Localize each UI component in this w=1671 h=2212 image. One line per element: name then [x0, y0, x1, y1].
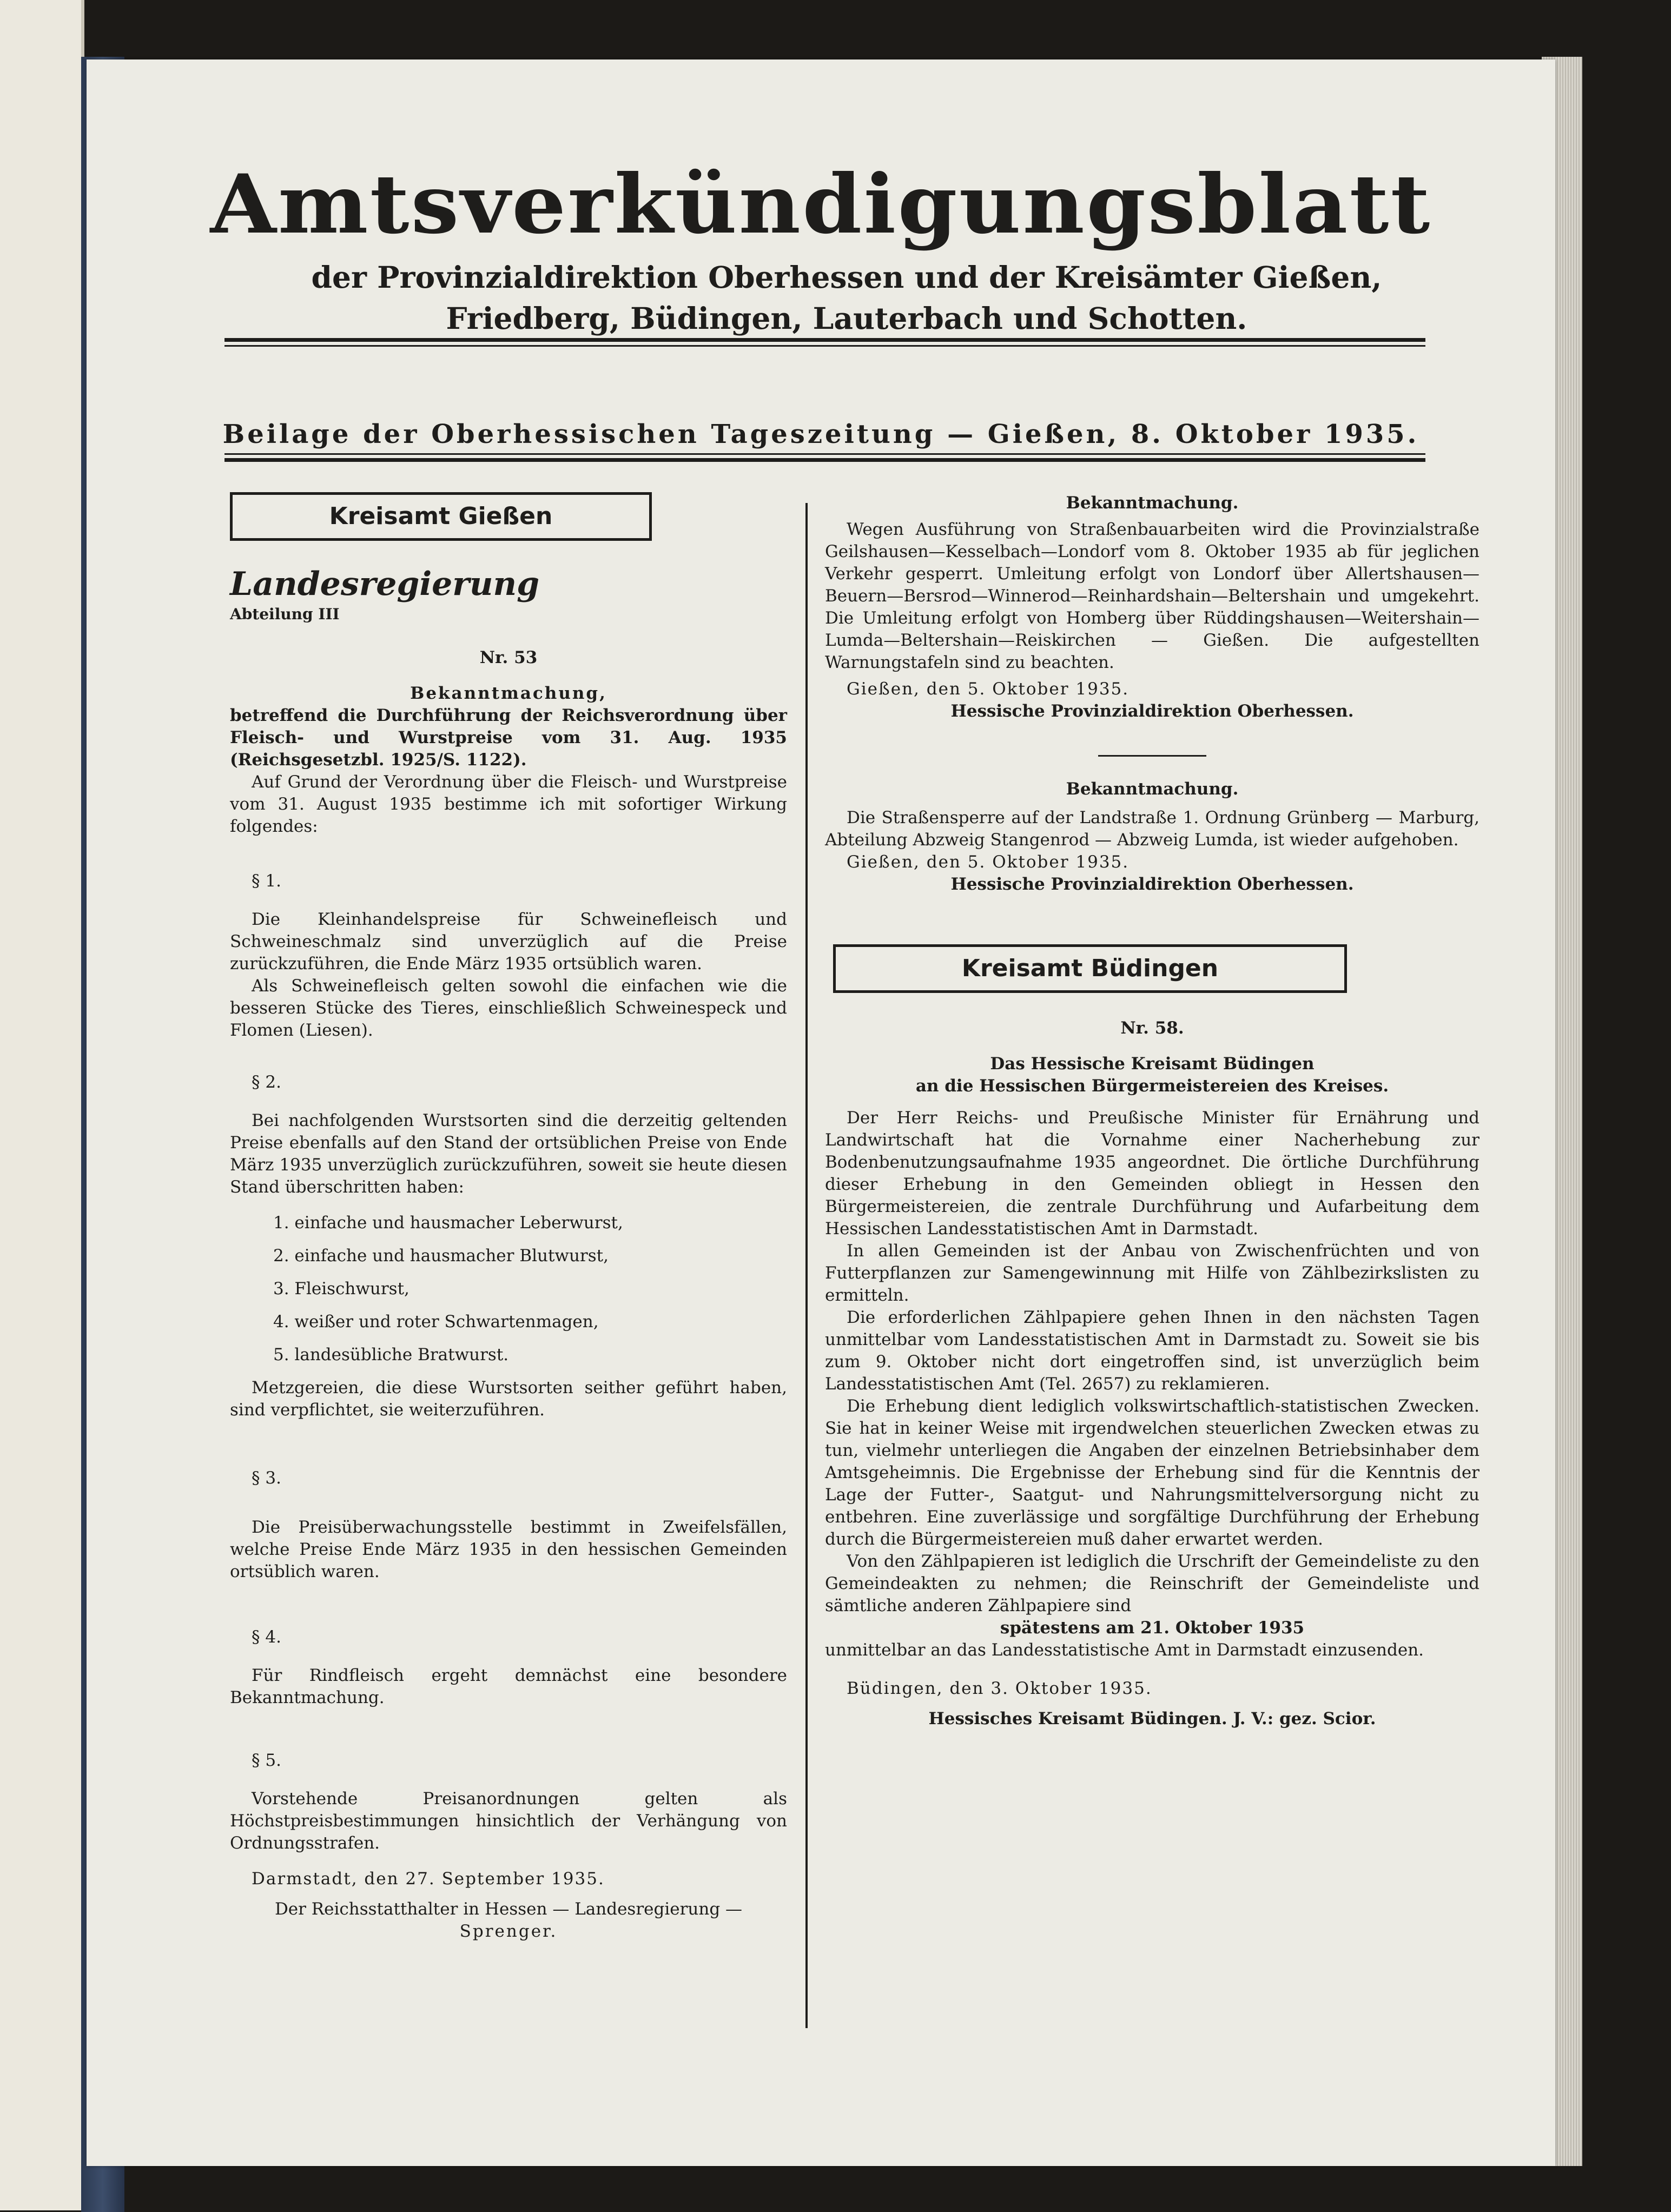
- left-book-page: [0, 0, 84, 2210]
- left-signer: Der Reichsstatthalter in Hessen — Landesregierung —: [274, 1899, 743, 1919]
- right-signature: Hessisches Kreisamt Büdingen. J. V.: gez. Scior.: [928, 1709, 1376, 1728]
- address-line-1: Das Hessische Kreisamt Büdingen: [990, 1054, 1315, 1074]
- section-1: § 1.: [252, 871, 281, 891]
- buedingen-paragraph-1: Der Herr Reichs- und Preußische Minister für Ernährung und Landwirtschaft hat die Vornahme einer Nacherhebung zur Bodenbenutzungsaufnahme 1935 angeordnet. Die örtliche Durchführung dieser Erhebung in den Gemeinden obliegt in Hessen den Bürgermeistereien, die zentrale Durchführung und Aufarbeitung dem Hessischen Landesstatistischen Amt in Darmstadt.: [825, 1108, 1480, 1239]
- section-2-paragraph-1: Bei nachfolgenden Wurstsorten sind die derzeitig geltenden Preise ebenfalls auf den Stand der ortsüblichen Preise von Ende März 1935 unverzüglich zurückzuführen, soweit sie heute diesen Stand überschritten haben:: [230, 1111, 787, 1197]
- section-2: § 2.: [252, 1072, 281, 1092]
- notice1-signature: Hessische Provinzialdirektion Oberhessen.: [950, 701, 1354, 721]
- buedingen-paragraph-4: Die Erhebung dient lediglich volkswirtschaftlich-statistischen Zwecken. Sie hat in keiner Weise mit irgendwelchen steuerlichen Zwecken etwas zu tun, vielmehr unterliegen die Angaben der einzelnen Betriebsinhaber dem Amtsgeheimnis. Die Ergebnisse der Erhebung sind für die Kenntnis der Lage der Futter-, Saatgut- und Nahrungsmittelversorgung nicht zu entbehren. Eine zuverlässige und sorgfältige Durchführung der Erhebung durch die Bürgermeistereien muß daher erwartet werden.: [825, 1396, 1480, 1549]
- list-item: 2. einfache und hausmacher Blutwurst,: [273, 1246, 609, 1266]
- masthead-subtitle: der Provinzialdirektion Oberhessen und der Kreisämter Gießen, Friedberg, Büdingen, Lauterbach und Schotten.: [311, 260, 1382, 336]
- bottom-rule-thin: [224, 453, 1425, 455]
- left-signer-name: Sprenger.: [459, 1922, 558, 1941]
- notice2-heading: Bekanntmachung.: [1066, 779, 1239, 799]
- section-5: § 5.: [252, 1751, 281, 1770]
- address-line-2: an die Hessischen Bürgermeistereien des Kreises.: [915, 1076, 1389, 1096]
- buedingen-paragraph-5: Von den Zählpapieren ist lediglich die Urschrift der Gemeindeliste zu den Gemeindeakten zu nehmen; die Reinschrift der Gemeindeliste und sämtliche anderen Zählpapiere sind: [825, 1552, 1480, 1615]
- notice1-heading: Bekanntmachung.: [1066, 493, 1239, 513]
- notice1-date: Gießen, den 5. Oktober 1935.: [847, 679, 1130, 699]
- notice2-date: Gießen, den 5. Oktober 1935.: [847, 852, 1130, 872]
- department-label: Abteilung III: [230, 605, 340, 623]
- section-2-paragraph-2: Metzgereien, die diese Wurstsorten seither geführt haben, sind verpflichtet, sie weiterzuführen.: [230, 1378, 787, 1420]
- section-3-paragraph: Die Preisüberwachungsstelle bestimmt in Zweifelsfällen, welche Preise Ende März 1935 in den hessischen Gemeinden ortsüblich waren.: [230, 1518, 787, 1581]
- buedingen-paragraph-3: Die erforderlichen Zählpapiere gehen Ihnen in den nächsten Tagen unmittelbar vom Landesstatistischen Amt in Darmstadt zu. Soweit sie bis zum 9. Oktober nicht dort eingetroffen sind, ist unverzüglich beim Landesstatistischen Amt (Tel. 2657) zu reklamieren.: [825, 1308, 1480, 1394]
- deadline: spätestens am 21. Oktober 1935: [1000, 1618, 1305, 1638]
- section-4-paragraph: Für Rindfleisch ergeht demnächst eine besondere Bekanntmachung.: [230, 1666, 787, 1707]
- bottom-rule: [224, 458, 1425, 462]
- notice2-text: Die Straßensperre auf der Landstraße 1. Ordnung Grünberg — Marburg, Abteilung Abzweig Stangenrod — Abzweig Lumda, ist wieder aufgehoben.: [825, 808, 1480, 850]
- kreisamt-buedingen-box: Kreisamt Büdingen: [833, 944, 1347, 993]
- notice-subject: betreffend die Durchführung der Reichsverordnung über Fleisch- und Wurstpreise vom 31. Aug. 1935 (Reichsgesetzbl. 1925/S. 1122).: [230, 706, 787, 770]
- notice2-signature: Hessische Provinzialdirektion Oberhessen.: [950, 875, 1354, 894]
- section-4: § 4.: [252, 1627, 281, 1647]
- landesregierung-heading: Landesregierung: [230, 565, 540, 603]
- right-place-date: Büdingen, den 3. Oktober 1935.: [847, 1679, 1152, 1698]
- section-divider: [1098, 755, 1206, 757]
- top-rule: [224, 338, 1425, 342]
- supplement-line: Beilage der Oberhessischen Tageszeitung — Gießen, 8. Oktober 1935.: [222, 419, 1419, 449]
- newspaper-page: [87, 59, 1555, 2166]
- list-item: 1. einfache und hausmacher Leberwurst,: [273, 1213, 623, 1233]
- section-3: § 3.: [252, 1468, 281, 1488]
- list-item: 3. Fleischwurst,: [273, 1279, 410, 1299]
- notice1-text: Wegen Ausführung von Straßenbauarbeiten wird die Provinzialstraße Geilshausen—Kesselbach—Londorf vom 8. Oktober 1935 ab für jeglichen Verkehr gesperrt. Umleitung erfolgt von Londorf über Allertshausen—Beuern—Bersrod—Winnerod—Reinhardshain—Beltershain und umgekehrt. Die Umleitung erfolgt von Homberg über Rüddingshausen—Weitershain—Lumda—Beltershain—Reiskirchen — Gießen. Die aufgestellten Warnungstafeln sind zu beachten.: [825, 520, 1480, 672]
- number-label: Nr. 53: [479, 648, 538, 667]
- notice-intro: Auf Grund der Verordnung über die Fleisch- und Wurstpreise vom 31. August 1935 bestimme ich mit sofortiger Wirkung folgendes:: [230, 772, 787, 836]
- left-column: [230, 492, 787, 1943]
- right-number-label: Nr. 58.: [1120, 1018, 1184, 1038]
- column-divider: [805, 503, 808, 2028]
- top-rule-thin: [224, 345, 1425, 347]
- section-1-paragraph-2: Als Schweinefleisch gelten sowohl die einfachen wie die besseren Stücke des Tieres, einschließlich Schweinespeck und Flomen (Liesen).: [230, 976, 787, 1040]
- sausage-list: [230, 1212, 787, 1366]
- buedingen-paragraph-6: unmittelbar an das Landesstatistische Amt in Darmstadt einzusenden.: [825, 1640, 1424, 1660]
- section-5-paragraph: Vorstehende Preisanordnungen gelten als Höchstpreisbestimmungen hinsichtlich der Verhängung von Ordnungsstrafen.: [230, 1789, 787, 1853]
- right-column: [825, 492, 1480, 1730]
- left-place-date: Darmstadt, den 27. September 1935.: [252, 1869, 605, 1889]
- kreisamt-giessen-box: Kreisamt Gießen: [230, 492, 652, 541]
- section-1-paragraph-1: Die Kleinhandelspreise für Schweinefleisch und Schweineschmalz sind unverzüglich auf die Preise zurückzuführen, die Ende März 1935 ortsüblich waren.: [230, 910, 787, 973]
- buedingen-paragraph-2: In allen Gemeinden ist der Anbau von Zwischenfrüchten und von Futterpflanzen zur Samengewinnung mit Hilfe von Zählbezirkslisten zu ermitteln.: [825, 1241, 1480, 1305]
- notice-heading: Bekanntmachung,: [410, 684, 607, 703]
- list-item: 4. weißer und roter Schwartenmagen,: [273, 1312, 599, 1332]
- list-item: 5. landesübliche Bratwurst.: [273, 1345, 509, 1365]
- masthead-title: Amtsverkündigungsblatt: [210, 157, 1432, 252]
